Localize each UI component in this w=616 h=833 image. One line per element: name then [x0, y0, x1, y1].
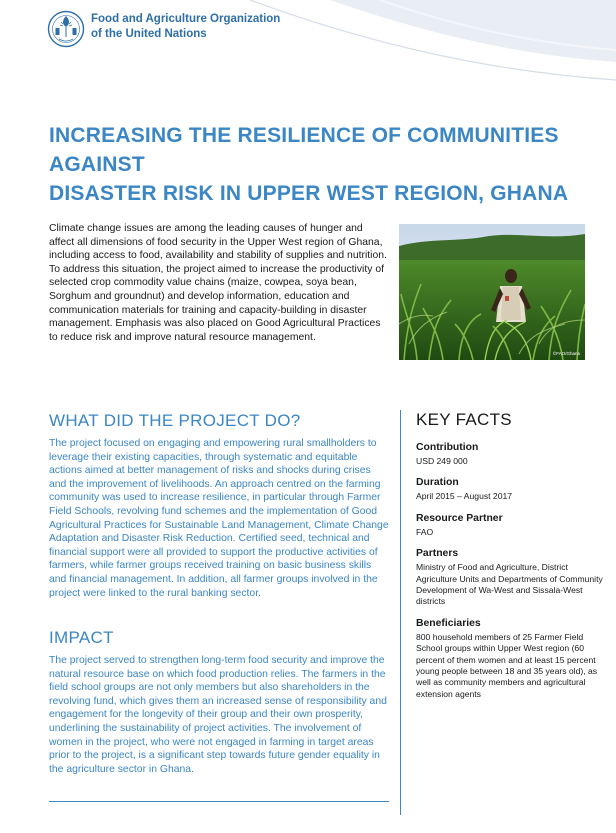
fao-logo-icon [47, 10, 85, 48]
fact-contribution [416, 441, 606, 467]
key-facts-panel [416, 410, 606, 709]
page-title [49, 121, 609, 208]
key-facts-title: KEY FACTS [416, 410, 512, 429]
title-line1: INCREASING THE RESILIENCE OF COMMUNITIES AGAINST [49, 124, 559, 176]
column-divider [400, 410, 401, 815]
org-name-line1: Food and Agriculture Organization [91, 13, 281, 25]
intro-paragraph: Climate change issues are among the leading causes of hunger and affect all dimensions of food security in the Upper West region of Ghana, including access to food, availability and stability of supplies and nutrition. To address this situation, the project aimed to increase the productivity of selected crop commodity value chains (maize, cowpea, soya bean, Sorghum and groundnut) and develop information, education and communication materials for training and capacity-building in disaster management. Emphasis was also placed on Good Agricultural Practices to reduce risk and improve natural resource management. [49, 223, 387, 343]
fact-label: Beneficiaries [416, 617, 481, 629]
fact-label: Contribution [416, 442, 479, 453]
title-line2: DISASTER RISK IN UPPER WEST REGION, GHANA [49, 182, 569, 205]
fact-beneficiaries [416, 617, 606, 700]
what-did-project-do-text: The project focused on engaging and empowering rural smallholders to leverage their existing capacities, through systematic and equitable actions aimed at better management of risks and shocks during crises and the improvement of livelihoods. An approach centred on the farming community was used to increase resilience, in particular through Farmer Field Schools, revolving fund schemes and the implementation of Good Agricultural Practices for Sustainable Land Management, Climate Change Adaptation and Disaster Risk Reduction. Certified seed, technical and financial support were all provided to support the productive activities of farmers, while farmer groups received training on basic business skills and financial management. In addition, all farmer groups involved in the project were linked to the rural banking sector. [49, 438, 389, 599]
photo-credit: ©FAO/Ghana [552, 351, 580, 356]
organization-name [91, 12, 280, 42]
impact-heading: IMPACT [49, 628, 114, 647]
fact-duration [416, 476, 606, 502]
fact-value: USD 249 000 [416, 456, 468, 466]
fact-value: April 2015 – August 2017 [416, 491, 513, 502]
fact-value: Ministry of Food and Agriculture, District Agriculture Units and Departments of Community Development of Wa-West and Sissala-West districts [416, 562, 603, 607]
fact-value: FAO [416, 526, 434, 537]
org-name-line2: of the United Nations [91, 28, 207, 40]
fact-label: Duration [416, 477, 459, 489]
fact-value: 800 household members of 25 Farmer Field School groups within Upper West region (60 percent of them women and at least 15 percent young people between 18 and 35 years old), as well as community members and agricultural extension agents [416, 631, 598, 699]
impact-text: The project served to strengthen long-term food security and improve the natural resource base on which food production relies. The farmers in the field school groups are not only members but also shareholders in the revolving fund, which gives them an increased sense of responsibility and engagement for the longevity of their group and their own prosperity, underlining the sustainability of project activities. The involvement of women in the project, who were not engaged in farming in target areas prior to the project, is a significant step towards future gender equality in the agriculture sector in Ghana. [49, 655, 387, 775]
farmer-field-photo [399, 224, 585, 360]
fact-label: Resource Partner [416, 512, 503, 524]
bottom-divider [49, 801, 389, 802]
what-did-project-do-heading: WHAT DID THE PROJECT DO? [49, 411, 301, 430]
fact-label: Partners [416, 548, 459, 560]
fact-partners [416, 547, 606, 608]
fact-resource-partner [416, 512, 606, 538]
